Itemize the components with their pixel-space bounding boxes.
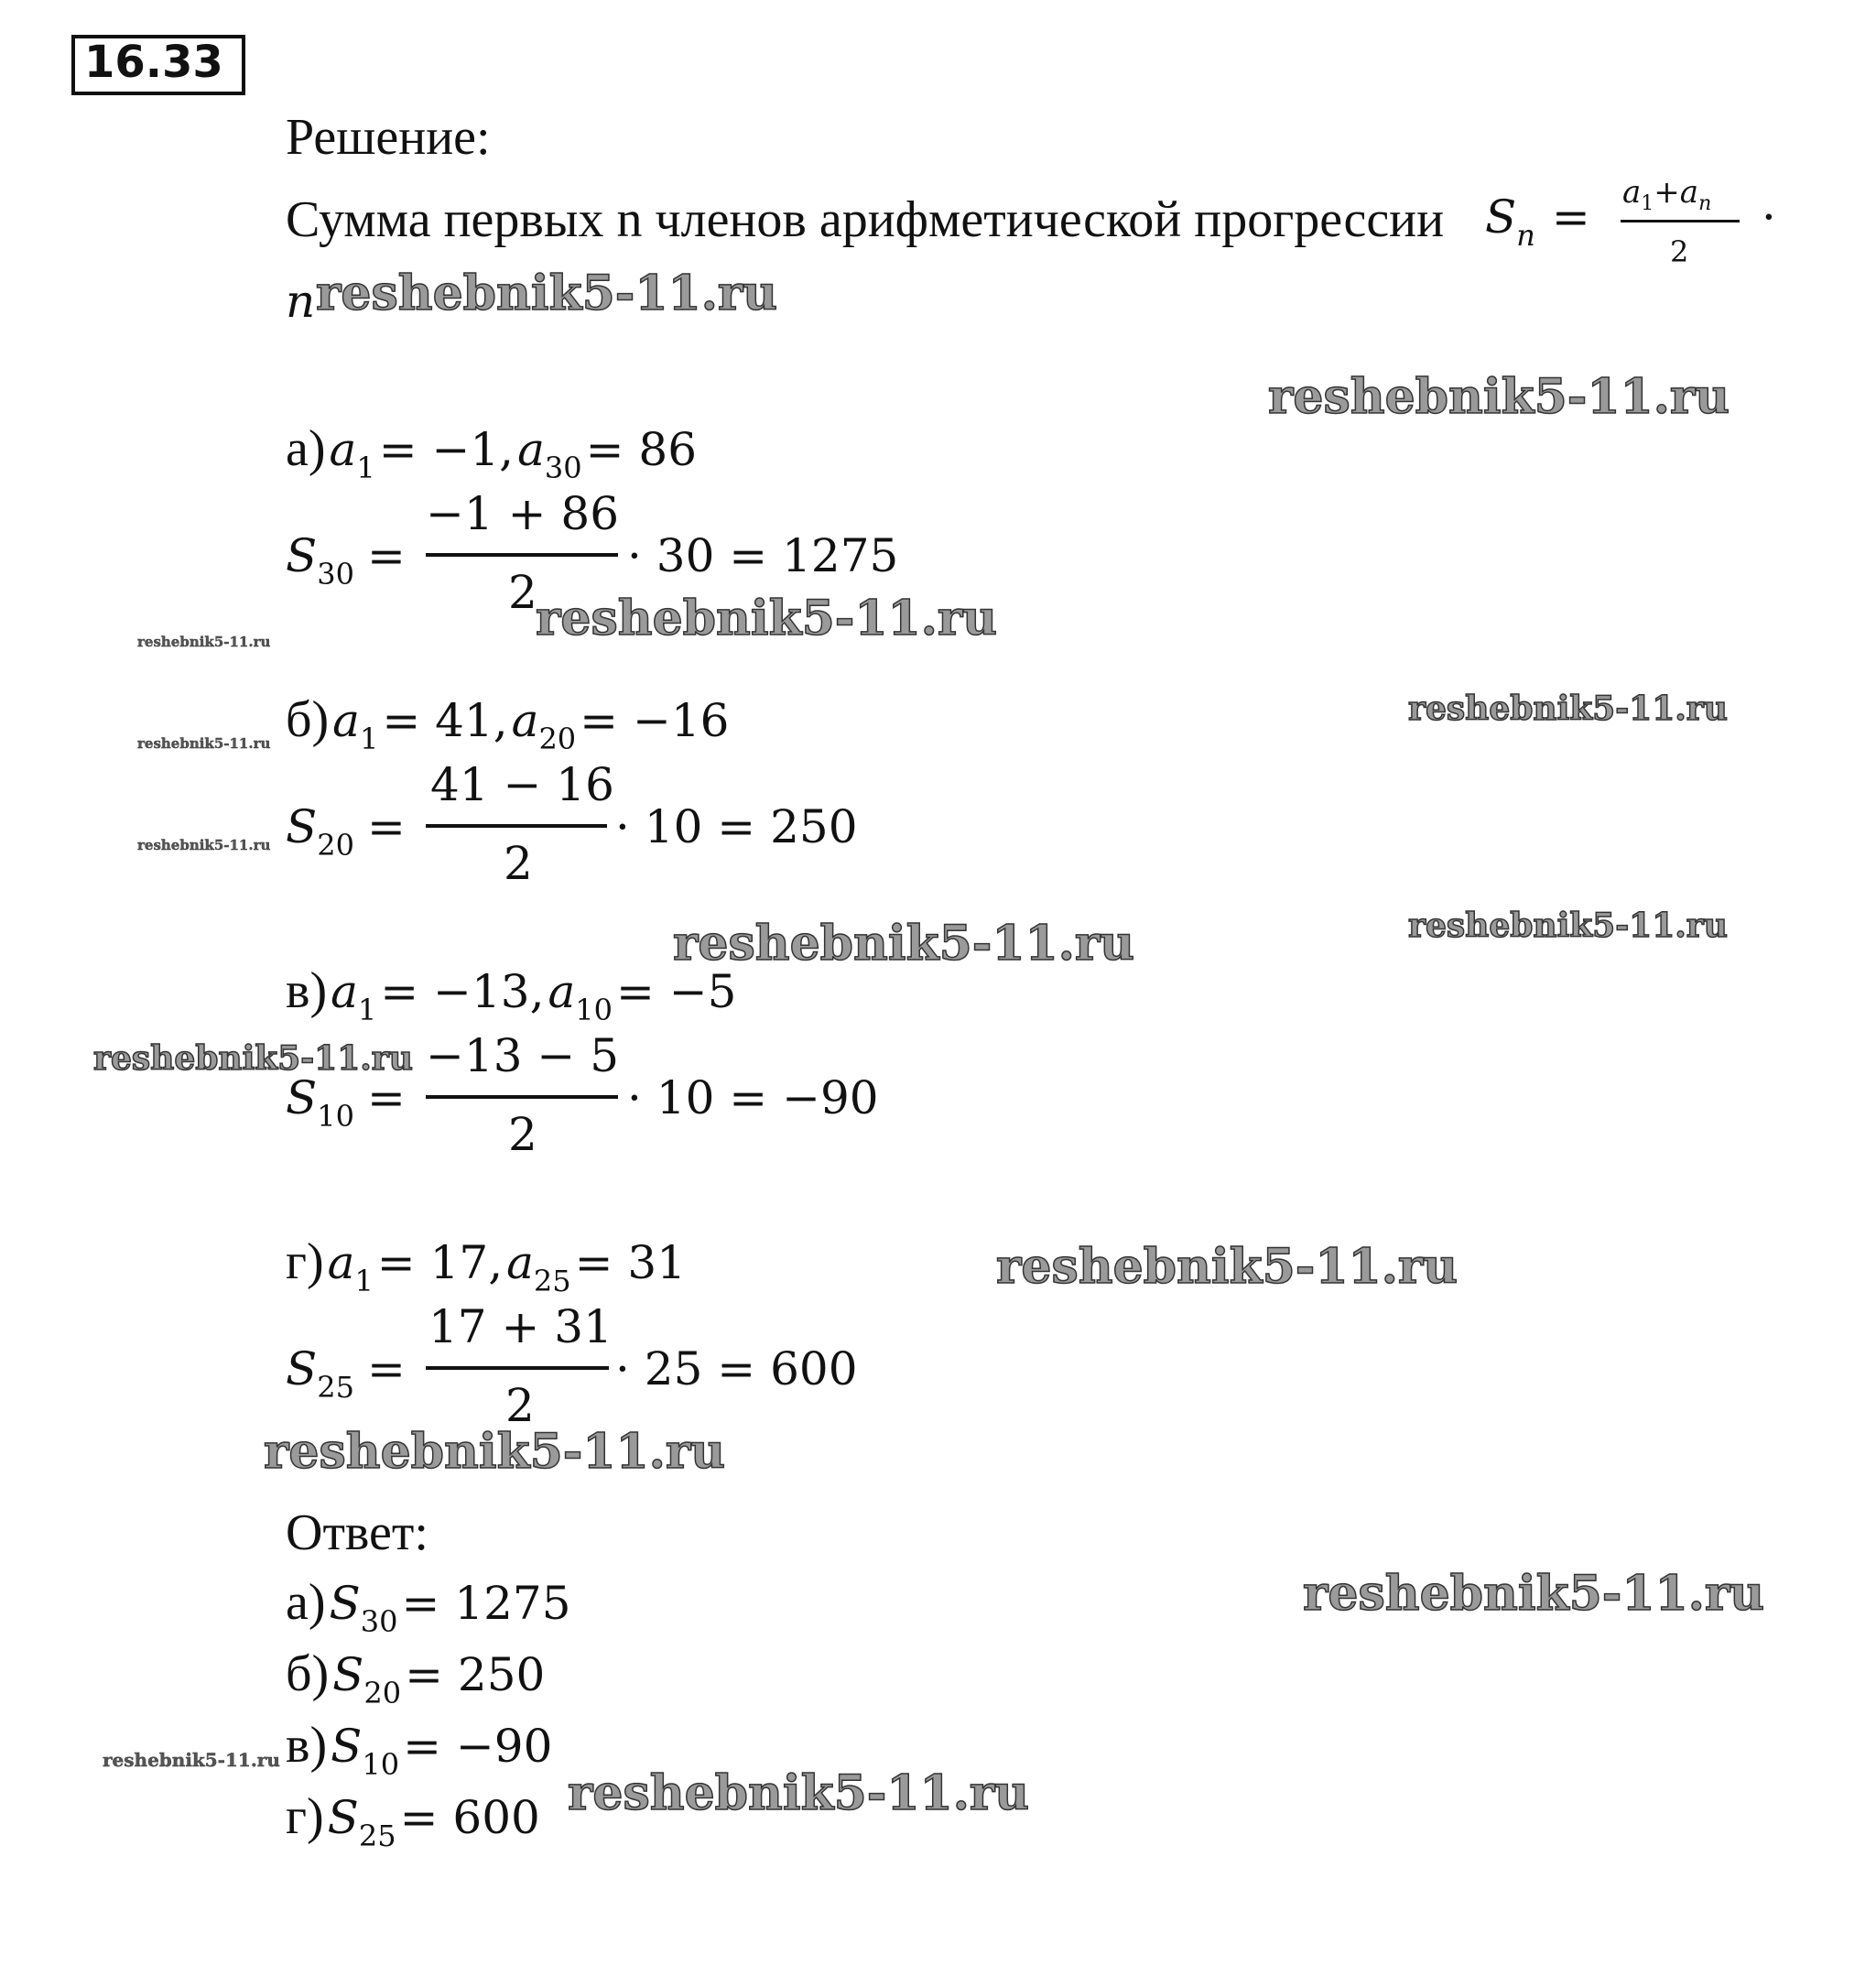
- watermark: reshebnik5-11.ru: [316, 266, 778, 321]
- part-b-s-sub: 20: [317, 828, 354, 863]
- part-c-label: в): [286, 962, 328, 1019]
- formula-numerator: [1622, 174, 1711, 215]
- part-c-an-value: = −5: [616, 965, 737, 1018]
- part-b-an-sub: 20: [538, 722, 577, 756]
- formula-dot: ·: [1762, 190, 1776, 244]
- part-c-numerator: −13 − 5: [426, 1029, 620, 1082]
- watermark: reshebnik5-11.ru: [1408, 907, 1728, 945]
- part-a-label: а): [286, 420, 326, 477]
- part-b-an-value: = −16: [580, 694, 730, 747]
- part-c-an-sub: 10: [575, 993, 613, 1027]
- watermark: reshebnik5-11.ru: [93, 1039, 413, 1078]
- part-c-fraction-line: [426, 1095, 618, 1099]
- watermark: reshebnik5-11.ru: [996, 1239, 1459, 1295]
- answer-b: б) S20 = 250: [286, 1645, 546, 1710]
- part-c-given: в) a1 = −13, a10 = −5: [286, 962, 737, 1027]
- formula-an-sub: n: [1698, 192, 1712, 215]
- part-a-fraction-line: [426, 553, 618, 557]
- watermark: reshebnik5-11.ru: [536, 591, 998, 646]
- answer-d-sub: 25: [358, 1819, 396, 1853]
- answer-b-value: = 250: [405, 1648, 546, 1701]
- formula-denominator: 2: [1670, 234, 1689, 269]
- part-b-s: S20 =: [286, 800, 406, 863]
- answer-a-label: а): [286, 1574, 326, 1631]
- part-a-denominator: 2: [508, 566, 537, 619]
- answer-a-sub: 30: [360, 1604, 398, 1639]
- part-b-a1-value: = 41,: [382, 694, 508, 747]
- watermark: reshebnik5-11.ru: [673, 916, 1135, 972]
- answer-d-label: г): [286, 1788, 324, 1845]
- part-d-denominator: 2: [505, 1379, 535, 1432]
- formula-a1: a: [1622, 174, 1642, 211]
- part-a-an-value: = 86: [585, 423, 698, 476]
- part-d-fraction-line: [426, 1366, 609, 1370]
- part-d-label: г): [286, 1233, 324, 1290]
- part-b-fraction-line: [426, 824, 607, 828]
- answer-c-sub: 10: [362, 1747, 400, 1782]
- formula-s: S: [1485, 190, 1517, 244]
- formula-eq: =: [1551, 190, 1590, 244]
- answer-b-label: б): [286, 1645, 330, 1702]
- answer-a-value: = 1275: [401, 1577, 571, 1630]
- part-d-an-value: = 31: [574, 1236, 687, 1289]
- part-c-result: · 10 = −90: [627, 1071, 879, 1124]
- part-d-a1-value: = 17,: [376, 1236, 504, 1289]
- part-a-s: S30 =: [286, 529, 406, 592]
- part-d-s: S25 =: [286, 1342, 406, 1405]
- formula-a1-sub: 1: [1641, 192, 1654, 215]
- watermark: reshebnik5-11.ru: [137, 735, 271, 752]
- answer-c-label: в): [286, 1717, 328, 1774]
- solution-label: Решение:: [286, 109, 491, 166]
- part-d-numerator: 17 + 31: [428, 1300, 613, 1353]
- part-c-s-sub: 10: [317, 1099, 354, 1134]
- part-d-result: · 25 = 600: [615, 1342, 858, 1395]
- answer-c: в) S10 = −90: [286, 1717, 553, 1782]
- answer-d: г) S25 = 600: [286, 1788, 540, 1853]
- part-a-given: а) a1 = −1, a30 = 86: [286, 420, 698, 485]
- part-b-numerator: 41 − 16: [430, 758, 614, 811]
- part-a-result: · 30 = 1275: [627, 529, 899, 582]
- watermark: reshebnik5-11.ru: [568, 1765, 1030, 1821]
- part-c-s: S10 =: [286, 1071, 406, 1134]
- part-b-given: б) a1 = 41, a20 = −16: [286, 691, 730, 756]
- formula-fraction-line: [1621, 220, 1740, 223]
- watermark: reshebnik5-11.ru: [264, 1424, 726, 1480]
- formula-s-sub: n: [1516, 218, 1535, 253]
- watermark: reshebnik5-11.ru: [1408, 689, 1728, 728]
- problem-number: 16.33: [84, 37, 223, 88]
- part-c-a1-value: = −13,: [380, 965, 545, 1018]
- part-d-an-sub: 25: [533, 1264, 571, 1298]
- part-c-denominator: 2: [508, 1108, 537, 1161]
- answer-label: Ответ:: [286, 1504, 428, 1561]
- part-a-a1-value: = −1,: [378, 423, 515, 476]
- part-d-given: г) a1 = 17, a25 = 31: [286, 1233, 687, 1298]
- part-d-s-sub: 25: [317, 1370, 354, 1405]
- watermark: reshebnik5-11.ru: [137, 837, 271, 853]
- part-b-denominator: 2: [504, 837, 533, 890]
- watermark: reshebnik5-11.ru: [1268, 369, 1730, 425]
- formula-tail-n: n: [286, 275, 316, 328]
- watermark: reshebnik5-11.ru: [1303, 1566, 1765, 1622]
- part-a-numerator: −1 + 86: [426, 487, 620, 540]
- answer-b-sub: 20: [363, 1676, 402, 1710]
- answer-c-value: = −90: [403, 1720, 553, 1773]
- part-b-label: б): [286, 691, 330, 748]
- answer-d-value: = 600: [399, 1791, 540, 1844]
- formula-an: a: [1679, 174, 1699, 211]
- watermark: reshebnik5-11.ru: [103, 1749, 280, 1771]
- part-b-result: · 10 = 250: [615, 800, 858, 853]
- part-a-an-sub: 30: [544, 451, 582, 485]
- watermark: reshebnik5-11.ru: [137, 634, 271, 650]
- formula-intro: Сумма первых n членов арифметической прогрессии: [286, 191, 1445, 248]
- formula-plus: +: [1654, 174, 1680, 211]
- answer-a: а) S30 = 1275: [286, 1574, 571, 1639]
- part-a-s-sub: 30: [317, 557, 354, 592]
- formula-sn: [1485, 190, 1590, 253]
